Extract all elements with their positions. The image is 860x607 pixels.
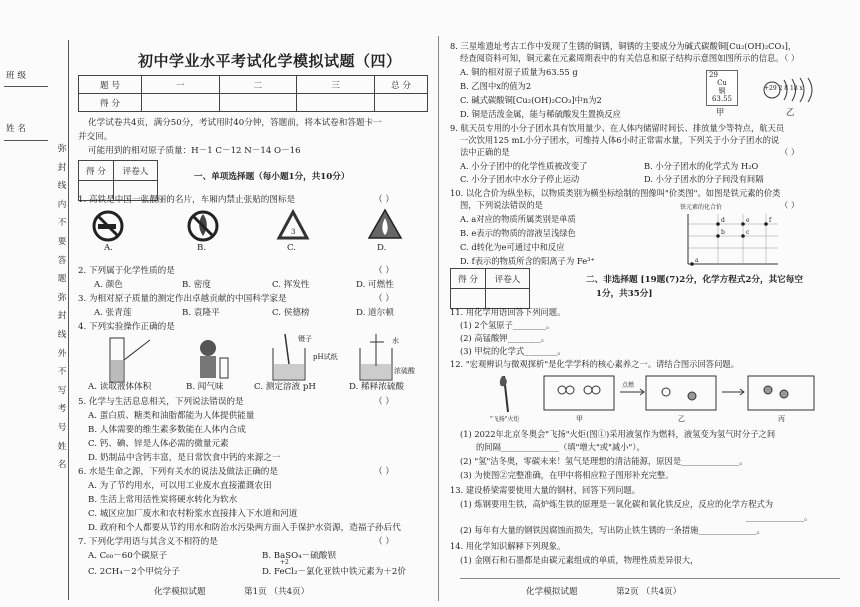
footer-left-page: 第1页 （共4页） <box>244 587 310 597</box>
seal-char: 考 <box>57 404 67 415</box>
q8-paren: （ ） <box>780 53 800 63</box>
molecule-box-jia <box>544 376 614 410</box>
grader2-reviewer-label: 评卷人 <box>486 269 530 289</box>
q2-opt-b: B. 密度 <box>182 280 211 290</box>
svg-text:3: 3 <box>291 228 296 236</box>
footer-left-title: 化学模拟试题 <box>154 587 206 597</box>
q4-opt-a: A. 读取液体体积 <box>88 382 152 392</box>
torch-icon <box>500 376 508 412</box>
q9-stem-1: 9. 航天员专用的小分子团水具有饮用量少、在人体内储留时间长、排放量少等特点，航天员 <box>450 123 785 133</box>
element-mass: 63.55 <box>711 95 733 103</box>
score-cell[interactable] <box>297 94 375 112</box>
molecule-box-bing <box>748 376 814 410</box>
q12-stem: 12. "宏观辨识与微观探析"是化学学科的核心素养之一。请结合图示回答问题。 <box>450 359 739 369</box>
seal-char: 封 <box>57 162 67 173</box>
q8-opt-d: D. 铜是活泼金属，能与稀硫酸发生置换反应 <box>460 109 621 119</box>
recycle-icon <box>279 212 307 238</box>
grader-box-2 <box>450 268 530 309</box>
q2-stem: 2. 下列属于化学性质的是 <box>78 266 175 276</box>
no-fire-icon <box>189 212 217 240</box>
q10-stem-2: 图，下列说法错误的是 <box>460 200 543 210</box>
q5-opt-d: D. 奶制品中含钙丰富，是日常饮食中钙的来源之一 <box>88 453 281 463</box>
q9-opt-c: C. 小分子团水中水分子停止运动 <box>460 174 580 184</box>
score-col-3: 三 <box>297 76 375 94</box>
q1-icons <box>94 208 424 256</box>
chart-point-d: d <box>721 217 725 224</box>
chart-point-f: f <box>769 217 772 224</box>
element-number: 29 <box>709 71 718 79</box>
score-col-total: 总 分 <box>375 76 428 94</box>
q5-opt-b: B. 人体需要的维生素多数能在人体内合成 <box>88 425 246 435</box>
q6-stem: 6. 水是生命之源，下列有关水的说法及做法正确的是 <box>78 467 278 477</box>
footer-right-title: 化学模拟试题 <box>526 587 578 597</box>
q12-label-jia: 甲 <box>576 415 583 423</box>
score-row-label: 得 分 <box>79 94 142 112</box>
q1-opt-b: B. <box>197 243 207 253</box>
q4-stem: 4. 下列实验操作正确的是 <box>78 322 175 332</box>
q10-opt-c: C. d转化为e可通过中和反应 <box>460 242 565 252</box>
q5-paren: （ ） <box>374 397 394 407</box>
seal-char: 姓 <box>57 441 67 452</box>
score-cell[interactable] <box>219 94 297 112</box>
q9-opt-d: D. 小分子团水的分子间没有间隔 <box>644 174 764 184</box>
q14-answer-line <box>460 578 840 579</box>
graduated-cylinder-icon <box>110 338 150 382</box>
q10-opt-b: B. e表示的物质的溶液呈浅绿色 <box>460 228 576 238</box>
q9-paren: （ ） <box>780 147 800 157</box>
atom-structure-label: +29 2 8 18 x <box>764 85 803 92</box>
q7-opt-d: D. FeCl₂－氯化亚铁中铁元素为＋2价 <box>262 567 406 577</box>
name-label: 姓 名 <box>6 124 26 134</box>
q2-opt-d: D. 可燃性 <box>356 280 394 290</box>
q8-opt-b: B. 乙图中x的值为2 <box>460 81 532 91</box>
q4-opt-d: D. 稀释浓硫酸 <box>349 382 405 392</box>
q5-stem: 5. 化学与生活息息相关，下列说法错误的是 <box>78 397 244 407</box>
chart-point-e: e <box>746 217 750 224</box>
q9-stem-3: 法中正确的是 <box>460 147 510 157</box>
q8-stem-2: 经查阅资料可知，铜元素在元素周期表中的有关信息和原子结构示意图如图所示的信息。 <box>460 53 784 63</box>
score-col-label: 题 号 <box>79 76 142 94</box>
q12-label-ignite: 点燃 <box>622 382 635 389</box>
page-divider <box>438 36 439 601</box>
q13-item-2: (2) 每年有大量的钢铁因腐蚀而损失，写出防止铁生锈的一条措施______________。 <box>460 525 765 535</box>
seal-char: 弥 <box>57 144 67 154</box>
q11-item-2: (2) 高锰酸钾________。 <box>460 333 550 343</box>
seal-text <box>56 140 68 475</box>
q7-valence-mark: +2 <box>280 559 289 566</box>
q10-opt-a: A. a对应的物质所属类别是单质 <box>460 214 576 224</box>
smell-person-icon <box>200 340 228 378</box>
q1-stem: 1. 高铁是中国一张靓丽的名片，车厢内禁止张贴的图标是 <box>78 195 296 205</box>
q3-opt-c: C. 侯德榜 <box>272 308 310 318</box>
binding-margin <box>0 0 70 607</box>
q12-item-3: (3) 为使图②完整准确，在甲中将相应粒子图形补充完整。 <box>460 470 674 480</box>
seal-char: 要 <box>57 236 67 247</box>
seal-char: 号 <box>57 422 67 433</box>
q7-opt-c: C. 2CH₄－2个甲烷分子 <box>88 567 180 577</box>
q3-stem: 3. 为相对原子质量的测定作出卓越贡献的中国科学家是 <box>78 294 287 304</box>
q5-opt-a: A. 蛋白质、糖类和油脂都能为人体提供能量 <box>88 411 255 421</box>
q9-opt-a: A. 小分子团中的化学性质被改变了 <box>460 161 588 171</box>
q13-stem: 13. 建设桥梁需要使用大量的钢材，回答下列问题。 <box>450 485 641 495</box>
chart-point-a: a <box>695 257 699 264</box>
q8-stem-1: 8. 三星堆遗址考古工作中发现了生锈的铜锈，铜锈的主要成分为碱式碳酸铜[Cu₂(OH)₂CO₃]， <box>450 41 797 51</box>
q10-opt-d: D. f表示的物质所含的阳离子为 Fe³⁺ <box>460 256 595 266</box>
q1-opt-c: C. <box>287 243 297 253</box>
q12-figure <box>486 372 826 424</box>
element-symbol: Cu <box>717 79 727 87</box>
section1-heading: 一、单项选择题（每小题1分，共10分） <box>194 172 350 182</box>
page-title: 初中学业水平考试化学模拟试题（四） <box>138 52 402 70</box>
seal-char: 答 <box>57 255 67 266</box>
section2-heading-2: 1分，共35分] <box>596 289 653 299</box>
valence-class-chart <box>678 206 788 268</box>
seal-char: 内 <box>57 199 67 210</box>
q6-opt-d: D. 政府和个人都要从节约用水和防治水污染两方面入手保护水资源，造福子孙后代 <box>88 523 401 533</box>
q8-opt-c: C. 碱式碳酸铜[Cu₂(OH)₂CO₃]中n为2 <box>460 95 602 105</box>
q12-item-1-cont: 的间隔______________（填"增大"或"减小"）。 <box>476 442 645 452</box>
q13-item-1-cont: ______________。 <box>746 512 813 522</box>
right-page <box>446 0 856 607</box>
q12-label-torch: "飞扬"火炬 <box>490 416 520 423</box>
q11-stem: 11. 用化学用语回答下列问题。 <box>450 307 566 317</box>
chart-point-c: c <box>746 229 750 236</box>
dilute-acid-icon <box>360 334 392 380</box>
q6-opt-c: C. 城区应加厂废水和农村粉浆水直接排入下水道和河道 <box>88 509 298 519</box>
seal-char: 线 <box>57 181 67 192</box>
q8-fig-label-jia: 甲 <box>716 107 725 117</box>
atom-structure <box>762 76 822 104</box>
element-cell <box>706 70 738 106</box>
score-table <box>78 75 428 112</box>
q8-opt-a: A. 铜的相对原子质量为63.55 g <box>460 67 578 77</box>
chart-title: 铁元素的化合价 <box>680 204 723 211</box>
q12-item-1: (1) 2022年北京冬奥会"飞扬"火炬(图①)采用液氢作为燃料，液氢变为氢气时分子之间 <box>460 429 776 439</box>
intro-line-3: 可能用到的相对原子质量：H－1 C－12 N－14 O－16 <box>88 146 301 156</box>
q6-paren: （ ） <box>374 467 394 477</box>
q4-opt-b: B. 闻气味 <box>186 382 224 392</box>
molecule-box-yi <box>646 376 716 410</box>
q12-figure-svg <box>486 372 826 424</box>
q5-opt-c: C. 钙、碘、锌是人体必需的微量元素 <box>88 439 229 449</box>
q7-paren: （ ） <box>374 537 394 547</box>
seal-char: 名 <box>57 460 67 471</box>
q7-opt-b: B. BaSO₄－硫酸钡 <box>262 551 336 561</box>
q4-opt-c: C. 测定溶液 pH <box>254 382 316 392</box>
q3-opt-b: B. 袁隆平 <box>182 308 220 318</box>
grader-score-label: 得 分 <box>79 161 114 181</box>
q1-paren: （ ） <box>374 195 394 205</box>
q3-opt-a: A. 张青莲 <box>94 308 132 318</box>
q4-label-ph: pH试纸 <box>313 353 338 361</box>
seal-char: 弥 <box>57 292 67 303</box>
q2-opt-a: A. 颜色 <box>94 280 123 290</box>
q1-opt-d: D. <box>377 243 387 253</box>
q1-opt-a: A. <box>104 243 113 253</box>
q9-opt-b: B. 小分子团水的化学式为 H₂O <box>644 161 759 171</box>
q7-opt-a: A. C₆₀－60个碳原子 <box>88 551 168 561</box>
grader-reviewer-label: 评卷人 <box>114 161 158 181</box>
q2-paren: （ ） <box>374 266 394 276</box>
q14-item-1: (1) 金刚石和石墨都是由碳元素组成的单质，物理性质差异很大， <box>460 555 699 565</box>
score-col-1: 一 <box>142 76 220 94</box>
intro-line-2: 并交回。 <box>78 132 113 142</box>
q13-item-1: (1) 炼钢要用生铁，高炉炼生铁的原理是一氧化碳和氧化铁反应，反应的化学方程式为 <box>460 499 774 509</box>
q9-stem-2: 一次饮用125 mL小分子团水，可维持人体6小时正常需水量，下列关于小分子团水的说 <box>460 135 780 145</box>
q10-stem-1: 10. 以化合价为纵坐标，以物质类别为横坐标绘制的图像叫"价类图"。如图是铁元素的价类 <box>450 188 781 198</box>
q12-item-2: (2) "氢"洁冬奥，零碳未来！氢气是理想的清洁能源，原因是______________。 <box>460 456 748 466</box>
q4-label-tweezers: 镊子 <box>298 335 312 343</box>
q10-paren: （ ） <box>780 200 800 210</box>
q1-icon-svg <box>94 208 424 256</box>
grader2-score-label: 得 分 <box>451 269 486 289</box>
q11-item-1: (1) 2个氢原子________。 <box>460 320 555 330</box>
score-cell[interactable] <box>142 94 220 112</box>
seal-char: 封 <box>57 311 67 322</box>
score-cell[interactable] <box>375 94 428 112</box>
left-page <box>74 0 434 607</box>
class-label: 班 级 <box>6 71 26 81</box>
seal-line <box>68 40 69 600</box>
q12-label-yi: 乙 <box>678 415 685 423</box>
flammable-warning-icon <box>369 210 401 238</box>
q6-opt-b: B. 生活上常用活性炭将硬水转化为软水 <box>88 495 238 505</box>
q4-label-water: 水 <box>392 337 399 345</box>
q3-opt-d: D. 道尔顿 <box>356 308 394 318</box>
element-name: 铜 <box>718 87 726 95</box>
q2-opt-c: C. 挥发性 <box>272 280 310 290</box>
chart-point-b: b <box>721 229 725 236</box>
q11-item-3: (3) 甲烷的化学式________。 <box>460 346 566 356</box>
seal-char: 写 <box>57 385 67 396</box>
no-smoking-icon <box>94 212 122 240</box>
score-col-2: 二 <box>219 76 297 94</box>
seal-char: 不 <box>57 367 67 378</box>
q4-figure-svg <box>88 334 428 384</box>
q6-opt-a: A. 为了节约用水，可以用工业废水直接灌溉农田 <box>88 481 272 491</box>
intro-line-1: 化学试卷共4页，满分50分，考试用时40分钟，答题前，将本试卷和答题卡一 <box>88 118 382 128</box>
seal-char: 线 <box>57 329 67 340</box>
q4-label-acid: 浓硫酸 <box>394 367 415 375</box>
seal-char: 题 <box>57 274 67 285</box>
q8-fig-label-yi: 乙 <box>786 107 795 117</box>
q7-stem: 7. 下列化学用语与其含义不相符的是 <box>78 537 218 547</box>
section2-heading-1: 二、非选择题 [19题(7)2分，化学方程式2分，其它每空 <box>586 275 803 285</box>
seal-char: 外 <box>57 348 67 359</box>
q3-paren: （ ） <box>374 294 394 304</box>
q12-label-bing: 丙 <box>778 415 785 423</box>
footer-right-page: 第2页 （共4页） <box>616 587 682 597</box>
q14-stem: 14. 用化学知识解释下列现象。 <box>450 541 566 551</box>
seal-char: 不 <box>57 218 67 229</box>
